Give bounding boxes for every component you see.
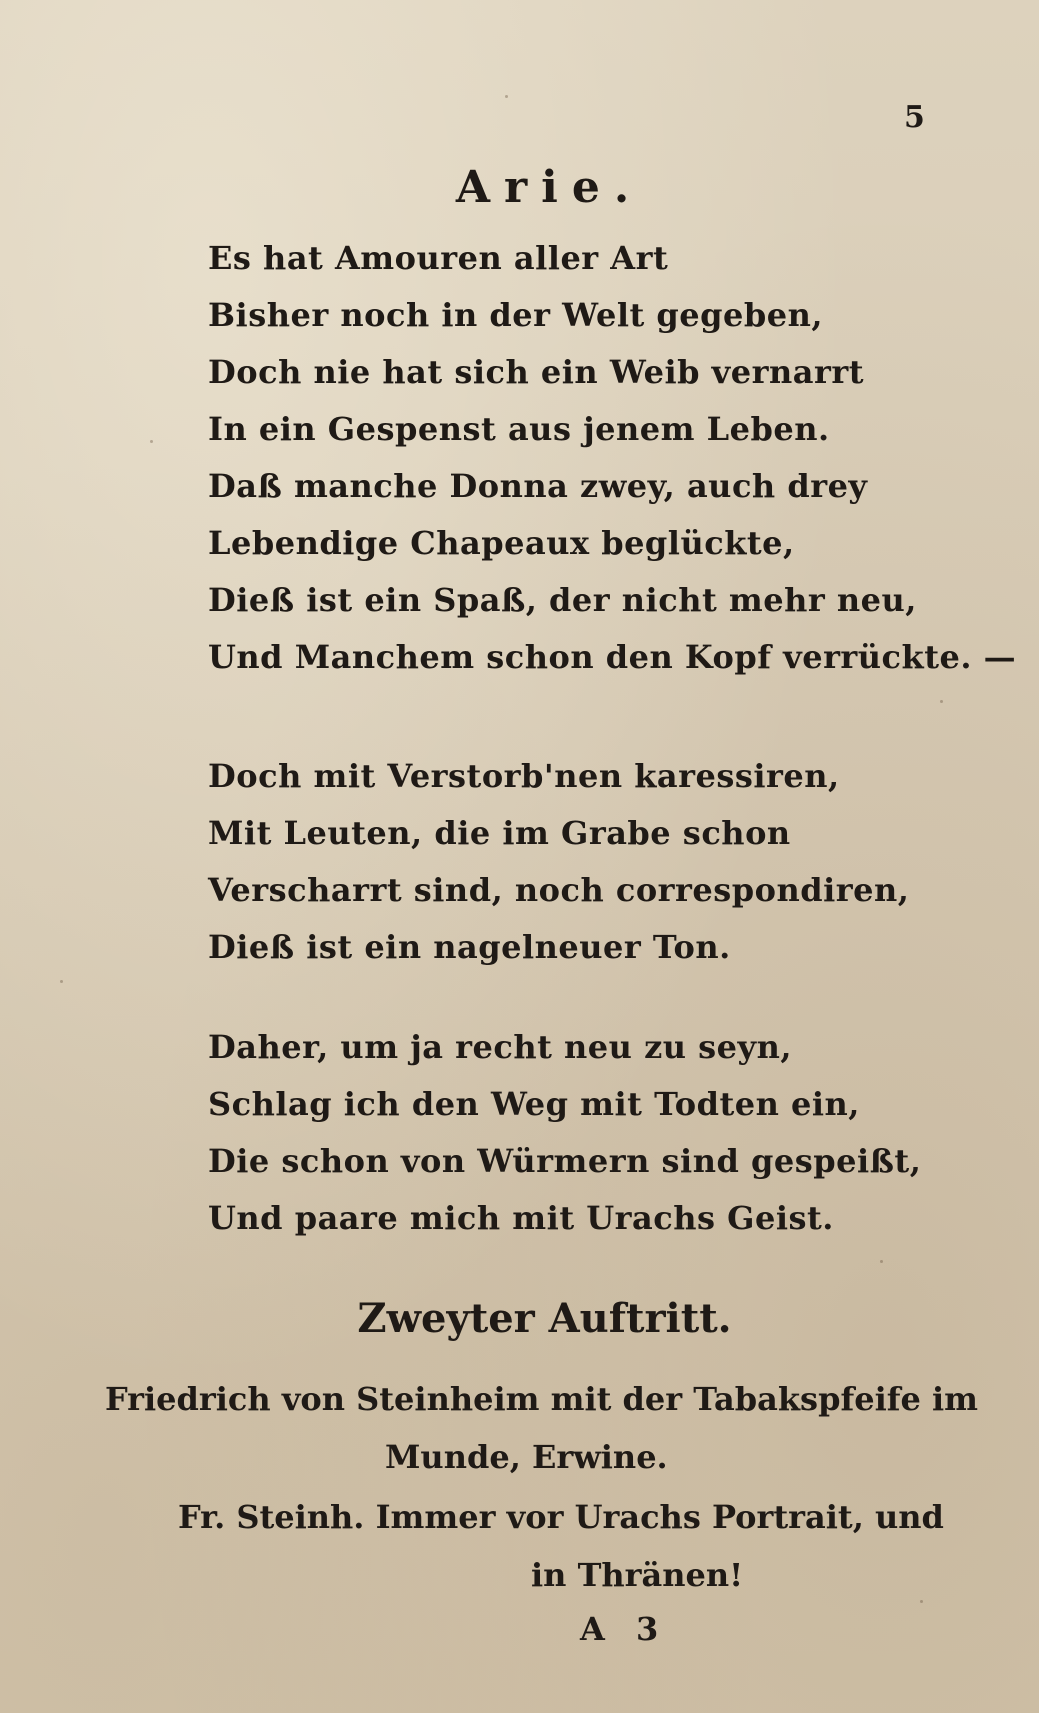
verse-line: Lebendige Chapeaux beglückte, bbox=[208, 524, 795, 562]
stage-direction-line: Munde, Erwine. bbox=[385, 1438, 668, 1476]
verse-line: Dieß ist ein nagelneuer Ton. bbox=[208, 928, 731, 966]
verse-line: Daher, um ja recht neu zu seyn, bbox=[208, 1028, 793, 1066]
scene-heading: Zweyter Auftritt. bbox=[357, 1295, 732, 1342]
verse-line: Daß manche Donna zwey, auch drey bbox=[208, 467, 868, 505]
speech-line: Fr. Steinh. Immer vor Urachs Portrait, und bbox=[178, 1498, 944, 1536]
verse-line: Die schon von Würmern sind gespeißt, bbox=[208, 1142, 922, 1180]
verse-line: Und Manchem schon den Kopf verrückte. — bbox=[208, 638, 1017, 676]
verse-line: Und paare mich mit Urachs Geist. bbox=[208, 1199, 834, 1237]
speech-line: in Thränen! bbox=[531, 1556, 744, 1594]
paper-speck bbox=[150, 440, 153, 443]
stage-direction bbox=[105, 1370, 978, 1486]
verse-line: Dieß ist ein Spaß, der nicht mehr neu, bbox=[208, 581, 917, 619]
aria-title: Arie. bbox=[455, 162, 644, 213]
verse-stanza-1 bbox=[208, 230, 1016, 686]
verse-line: Verscharrt sind, noch correspondiren, bbox=[208, 871, 910, 909]
verse-stanza-2 bbox=[208, 748, 909, 976]
verse-line: Schlag ich den Weg mit Todten ein, bbox=[208, 1085, 860, 1123]
paper-speck bbox=[880, 1260, 883, 1263]
stage-direction-line: Friedrich von Steinheim mit der Tabakspfeife im bbox=[105, 1380, 978, 1418]
page-number: 5 bbox=[904, 100, 925, 135]
verse-line: Doch mit Verstorb'nen karessiren, bbox=[208, 757, 840, 795]
verse-line: Mit Leuten, die im Grabe schon bbox=[208, 814, 791, 852]
paper-speck bbox=[505, 95, 508, 98]
paper-speck bbox=[60, 980, 63, 983]
paper-speck bbox=[940, 700, 943, 703]
verse-stanza-3 bbox=[208, 1019, 921, 1247]
verse-line: Bisher noch in der Welt gegeben, bbox=[208, 296, 824, 334]
verse-line: Doch nie hat sich ein Weib vernarrt bbox=[208, 353, 864, 391]
verse-line: In ein Gespenst aus jenem Leben. bbox=[208, 410, 830, 448]
speech bbox=[178, 1488, 948, 1604]
signature-mark: A 3 bbox=[580, 1610, 669, 1648]
verse-line: Es hat Amouren aller Art bbox=[208, 239, 669, 277]
